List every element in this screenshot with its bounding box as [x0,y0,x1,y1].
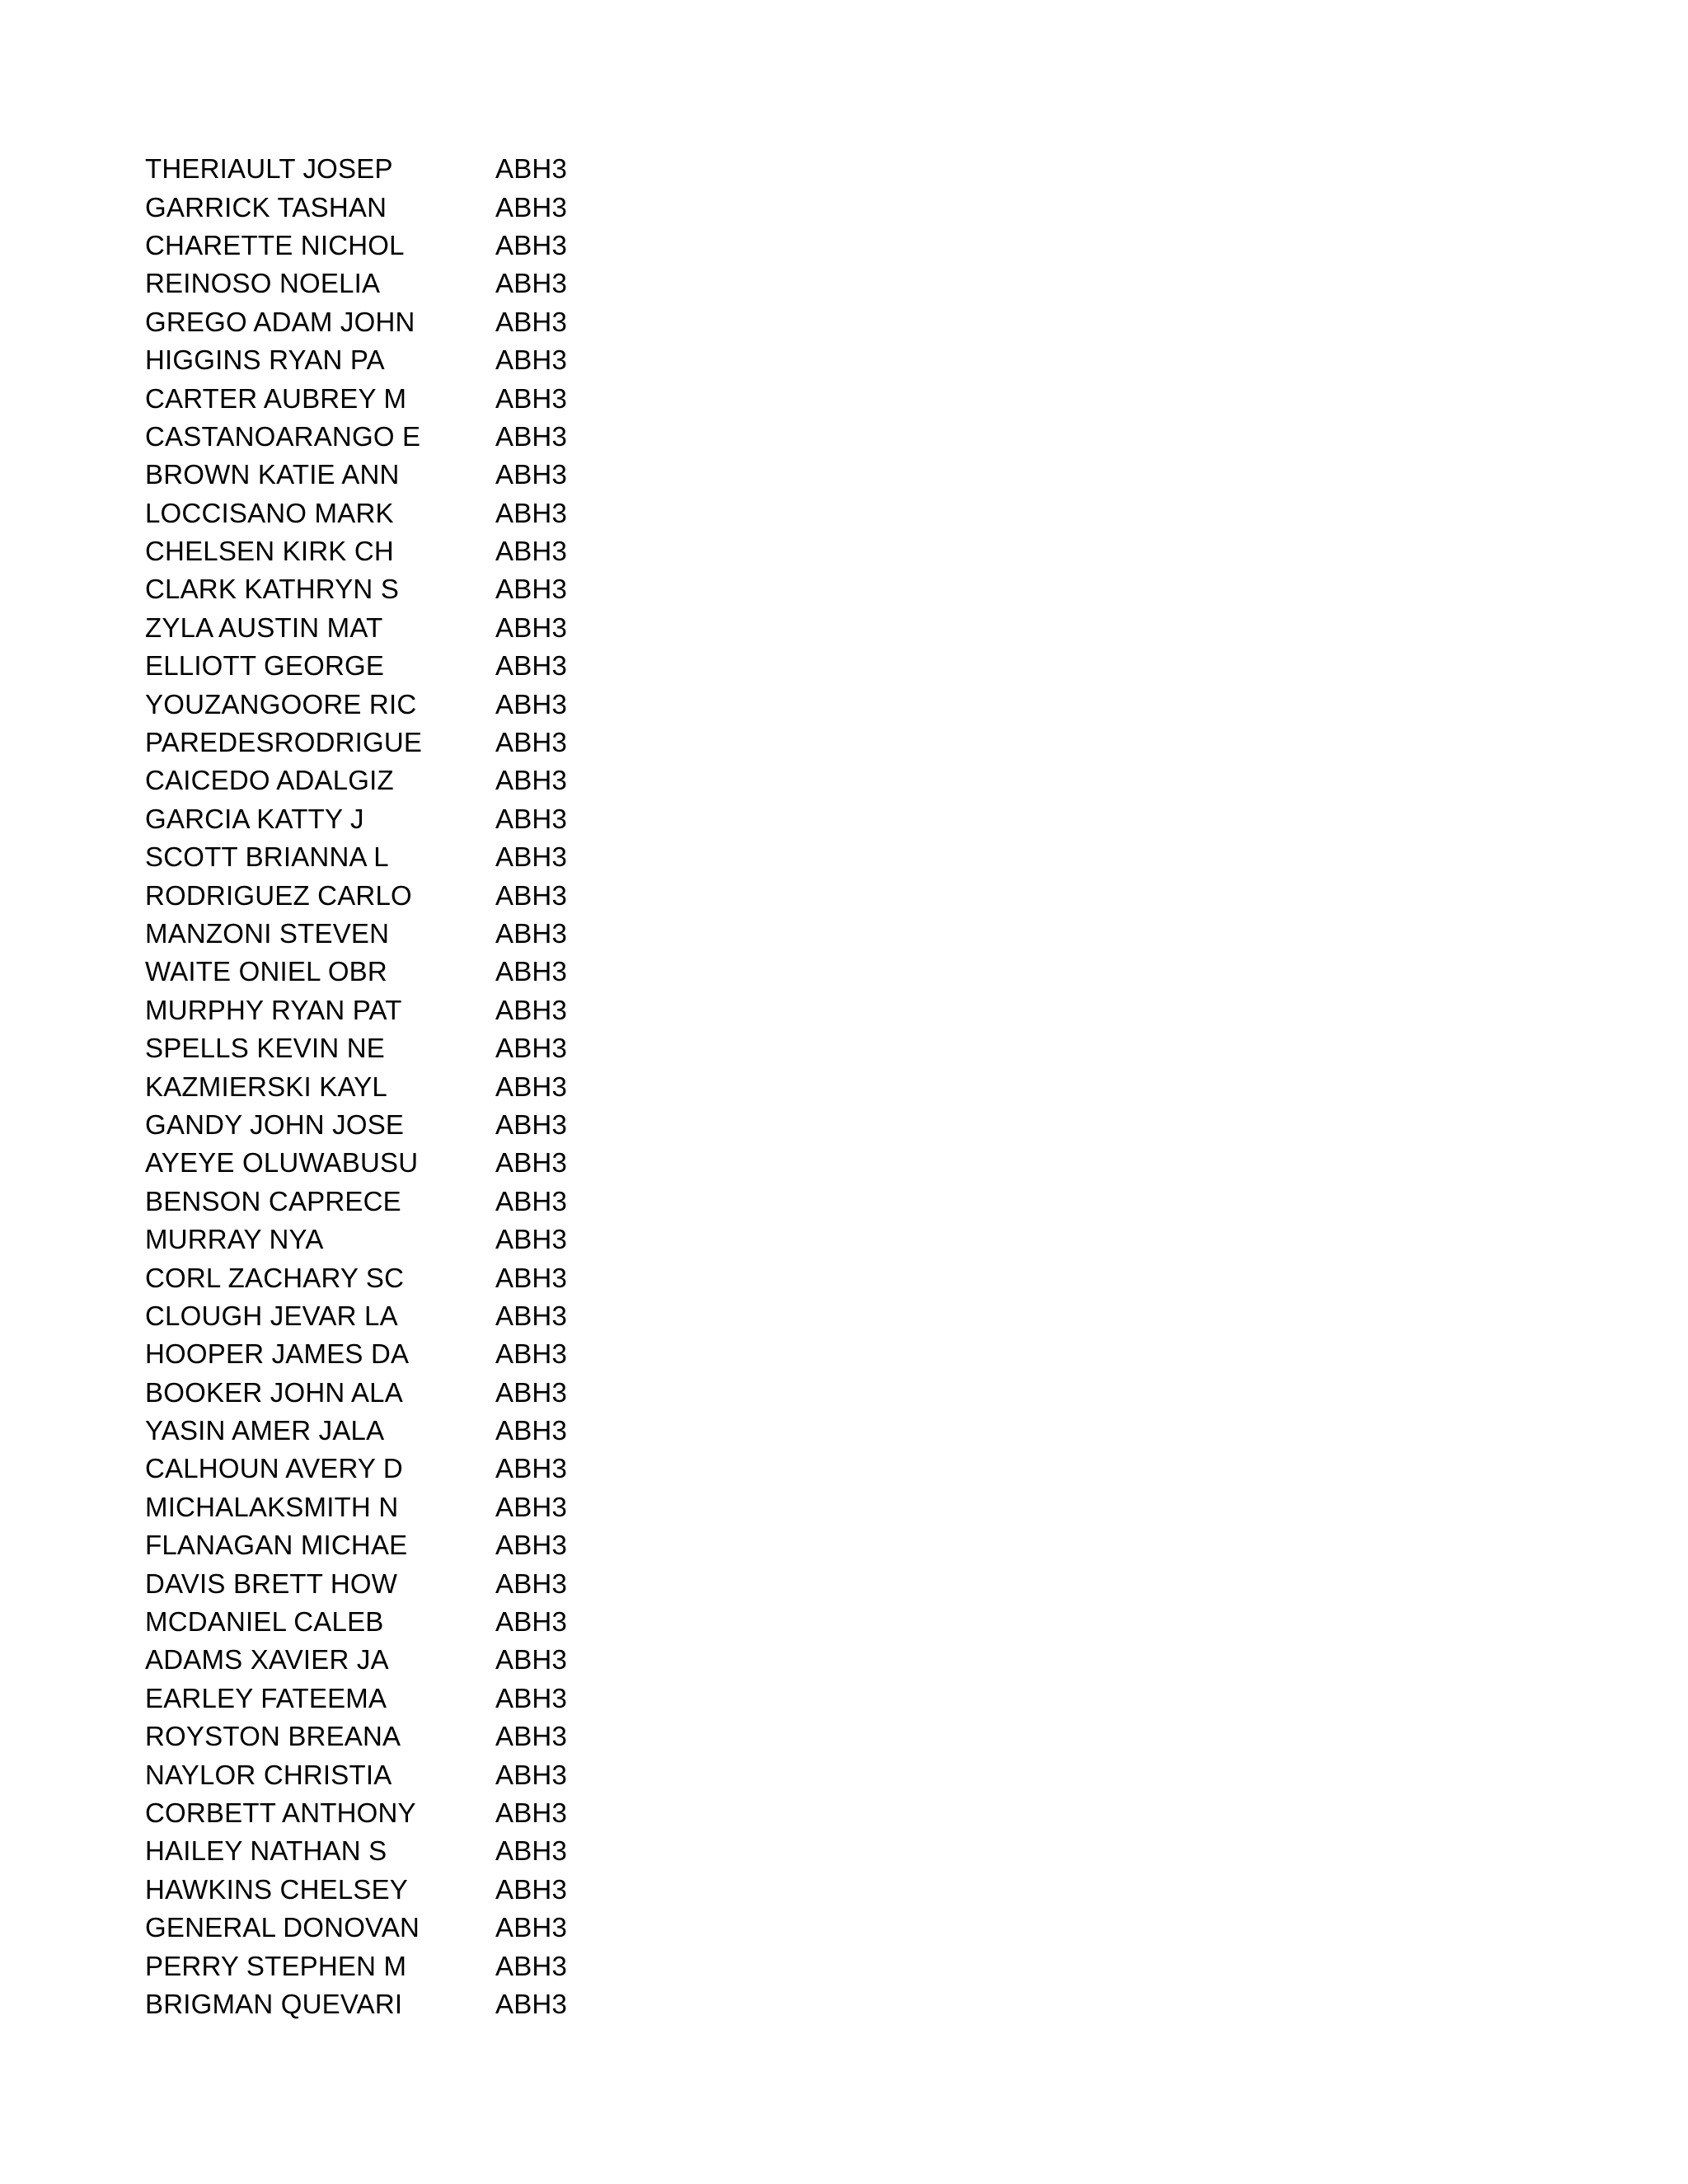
roster-row [145,494,722,532]
roster-row [145,1335,722,1373]
group-code: ABH3 [495,1300,568,1331]
person-name: EARLEY FATEEMA [145,1682,387,1713]
person-name: DAVIS BRETT HOW [145,1568,398,1599]
person-name: CARTER AUBREY M [145,382,407,414]
person-name: YASIN AMER JALA [145,1415,385,1446]
group-code: ABH3 [495,1682,568,1713]
group-code: ABH3 [495,1644,568,1675]
roster-row [145,1871,722,1909]
person-name: BROWN KATIE ANN [145,459,400,490]
roster-row [145,876,722,914]
roster-row [145,685,722,723]
person-name: FLANAGAN MICHAE [145,1530,408,1561]
person-name: ADAMS XAVIER JA [145,1644,389,1675]
person-name: BENSON CAPRECE [145,1185,401,1216]
group-code: ABH3 [495,1912,568,1943]
group-code: ABH3 [495,879,568,911]
group-code: ABH3 [495,1453,568,1484]
group-code: ABH3 [495,1721,568,1752]
person-name: MURPHY RYAN PAT [145,994,402,1025]
roster-row [145,762,722,799]
person-name: CHARETTE NICHOL [145,229,405,260]
group-code: ABH3 [495,1376,568,1408]
group-code: ABH3 [495,1147,568,1179]
group-code: ABH3 [495,956,568,987]
person-name: ELLIOTT GEORGE [145,650,385,682]
person-name: BOOKER JOHN ALA [145,1376,403,1408]
roster-row [145,1106,722,1144]
group-code: ABH3 [495,1873,568,1905]
roster-row [145,456,722,494]
person-name: MURRAY NYA [145,1224,324,1255]
group-code: ABH3 [495,1185,568,1216]
group-code: ABH3 [495,536,568,567]
person-name: MICHALAKSMITH N [145,1491,399,1522]
group-code: ABH3 [495,918,568,949]
roster-row [145,265,722,302]
group-code: ABH3 [495,994,568,1025]
roster-row [145,1680,722,1718]
roster-row [145,1755,722,1793]
group-code: ABH3 [495,1415,568,1446]
roster-row [145,418,722,456]
person-name: AYEYE OLUWABUSU [145,1147,419,1179]
person-name: GARCIA KATTY J [145,803,364,834]
roster-row [145,991,722,1029]
person-name: REINOSO NOELIA [145,268,381,299]
group-code: ABH3 [495,574,568,605]
group-code: ABH3 [495,459,568,490]
group-code: ABH3 [495,1224,568,1255]
group-code: ABH3 [495,841,568,873]
group-code: ABH3 [495,1491,568,1522]
group-code: ABH3 [495,1033,568,1064]
person-name: YOUZANGOORE RIC [145,688,417,719]
roster-row [145,1564,722,1602]
person-name: ROYSTON BREANA [145,1721,401,1752]
person-name: SPELLS KEVIN NE [145,1033,385,1064]
group-code: ABH3 [495,1262,568,1293]
person-name: GREGO ADAM JOHN [145,306,415,337]
group-code: ABH3 [495,229,568,260]
group-code: ABH3 [495,344,568,376]
person-name: KAZMIERSKI KAYL [145,1071,387,1102]
group-code: ABH3 [495,1108,568,1140]
roster-row [145,1909,722,1947]
person-name: CHELSEN KIRK CH [145,536,394,567]
person-name: MANZONI STEVEN [145,918,390,949]
roster-row [145,1029,722,1067]
group-code: ABH3 [495,153,568,185]
group-code: ABH3 [495,420,568,452]
roster-row [145,1297,722,1335]
roster-row [145,800,722,838]
person-name: CASTANOARANGO E [145,420,421,452]
roster-row [145,532,722,570]
roster-row [145,915,722,953]
person-name: HOOPER JAMES DA [145,1338,410,1370]
person-name: SCOTT BRIANNA L [145,841,389,873]
person-name: BRIGMAN QUEVARI [145,1988,403,2019]
roster-row [145,1221,722,1258]
person-name: CLOUGH JEVAR LA [145,1300,398,1331]
roster-list [145,150,722,2023]
group-code: ABH3 [495,1338,568,1370]
roster-row [145,1374,722,1412]
group-code: ABH3 [495,1797,568,1828]
roster-row [145,609,722,647]
person-name: CAICEDO ADALGIZ [145,765,394,796]
person-name: NAYLOR CHRISTIA [145,1759,392,1790]
group-code: ABH3 [495,1950,568,1981]
roster-row [145,838,722,876]
group-code: ABH3 [495,1071,568,1102]
person-name: PAREDESRODRIGUE [145,727,423,758]
roster-row [145,1947,722,1985]
roster-row [145,724,722,762]
roster-row [145,953,722,991]
group-code: ABH3 [495,1835,568,1867]
roster-row [145,1794,722,1832]
person-name: GANDY JOHN JOSE [145,1108,405,1140]
group-code: ABH3 [495,1759,568,1790]
roster-row [145,341,722,379]
roster-row [145,1183,722,1221]
roster-row [145,1641,722,1679]
group-code: ABH3 [495,688,568,719]
person-name: RODRIGUEZ CARLO [145,879,412,911]
group-code: ABH3 [495,650,568,682]
roster-row [145,150,722,188]
group-code: ABH3 [495,1988,568,2019]
roster-row [145,1603,722,1641]
group-code: ABH3 [495,727,568,758]
group-code: ABH3 [495,765,568,796]
roster-row [145,188,722,226]
person-name: CALHOUN AVERY D [145,1453,403,1484]
group-code: ABH3 [495,612,568,643]
group-code: ABH3 [495,1606,568,1638]
group-code: ABH3 [495,497,568,528]
roster-row [145,1526,722,1564]
roster-row [145,1258,722,1296]
roster-row [145,303,722,341]
roster-row [145,1067,722,1105]
roster-row [145,647,722,685]
roster-row [145,1832,722,1870]
roster-row [145,1985,722,2023]
person-name: CORBETT ANTHONY [145,1797,416,1828]
person-name: CORL ZACHARY SC [145,1262,405,1293]
roster-row [145,227,722,265]
group-code: ABH3 [495,382,568,414]
person-name: LOCCISANO MARK [145,497,394,528]
group-code: ABH3 [495,268,568,299]
group-code: ABH3 [495,1568,568,1599]
roster-row [145,1144,722,1182]
roster-row [145,379,722,417]
roster-row [145,1488,722,1526]
roster-row [145,1718,722,1755]
person-name: HAILEY NATHAN S [145,1835,387,1867]
roster-row [145,1450,722,1488]
person-name: HAWKINS CHELSEY [145,1873,409,1905]
roster-row [145,1412,722,1450]
person-name: GENERAL DONOVAN [145,1912,420,1943]
group-code: ABH3 [495,803,568,834]
person-name: GARRICK TASHAN [145,191,387,223]
person-name: ZYLA AUSTIN MAT [145,612,383,643]
person-name: CLARK KATHRYN S [145,574,400,605]
roster-row [145,570,722,608]
person-name: THERIAULT JOSEP [145,153,393,185]
person-name: HIGGINS RYAN PA [145,344,385,376]
person-name: WAITE ONIEL OBR [145,956,387,987]
group-code: ABH3 [495,1530,568,1561]
group-code: ABH3 [495,191,568,223]
person-name: MCDANIEL CALEB [145,1606,384,1638]
group-code: ABH3 [495,306,568,337]
person-name: PERRY STEPHEN M [145,1950,407,1981]
